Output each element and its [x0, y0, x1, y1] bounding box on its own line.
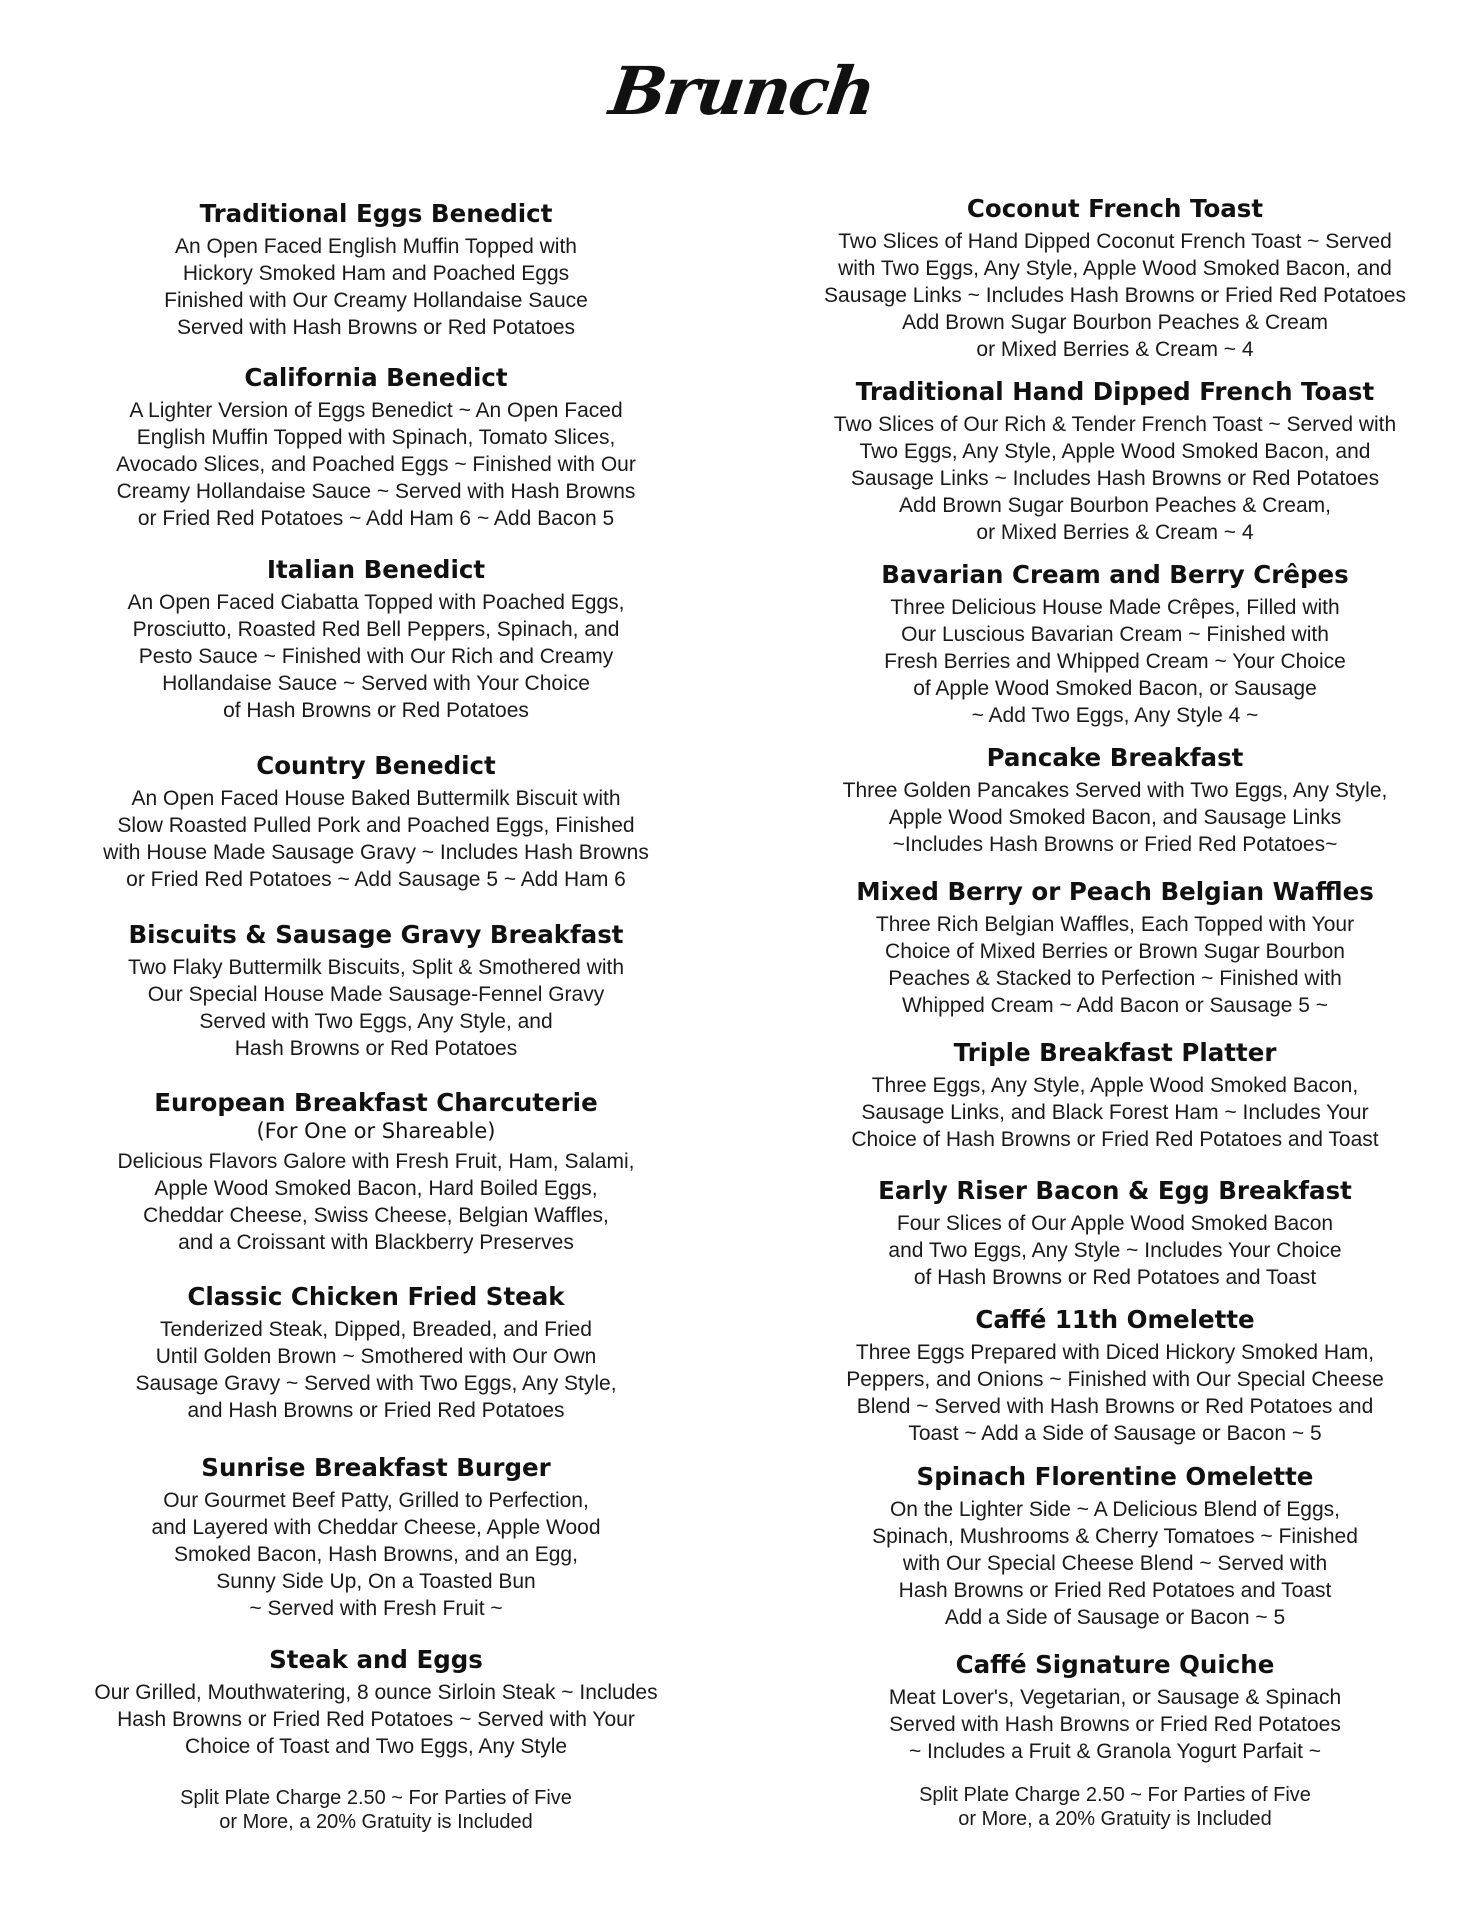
description-line: Three Eggs, Any Style, Apple Wood Smoked Bacon, — [871, 1074, 1359, 1097]
menu-item-name: Sunrise Breakfast Burger — [201, 1453, 551, 1482]
menu-item-description — [810, 1339, 1420, 1447]
description-line: Sausage Gravy ~ Served with Two Eggs, Any Style, — [135, 1372, 617, 1395]
description-line: Three Rich Belgian Waffles, Each Topped with Your — [875, 913, 1355, 936]
description-line: Sausage Links ~ Includes Hash Browns or Red Potatoes — [850, 467, 1380, 490]
menu-item-description — [810, 1684, 1420, 1765]
description-line: Apple Wood Smoked Bacon, and Sausage Links — [888, 806, 1342, 829]
menu-item-description — [70, 954, 682, 1062]
description-line: Prosciutto, Roasted Red Bell Peppers, Spinach, and — [132, 618, 620, 641]
description-line: Choice of Mixed Berries or Brown Sugar Bourbon — [885, 940, 1345, 963]
menu-item — [810, 1461, 1420, 1649]
menu-item-description — [70, 785, 682, 893]
description-line: Spinach, Mushrooms & Cherry Tomatoes ~ Finished — [872, 1525, 1358, 1548]
menu-item-name: Italian Benedict — [266, 555, 486, 584]
description-line: Our Gourmet Beef Patty, Grilled to Perfection, — [163, 1489, 589, 1512]
menu-item-name: Steak and Eggs — [269, 1645, 483, 1674]
menu-item-name: Pancake Breakfast — [986, 743, 1244, 772]
description-line: Two Slices of Our Rich & Tender French Toast ~ Served with — [833, 413, 1397, 436]
menu-item — [810, 1037, 1420, 1175]
menu-item-name: Coconut French Toast — [966, 194, 1264, 223]
description-line: or Mixed Berries & Cream ~ 4 — [976, 338, 1254, 361]
description-line: Four Slices of Our Apple Wood Smoked Bacon — [896, 1212, 1334, 1235]
menu-column-right — [810, 193, 1420, 1831]
menu-item — [810, 193, 1420, 376]
description-line: and Two Eggs, Any Style ~ Includes Your Choice — [888, 1239, 1342, 1262]
menu-item — [70, 919, 682, 1087]
menu-item-name: Early Riser Bacon & Egg Breakfast — [878, 1176, 1352, 1205]
split-plate-note — [810, 1783, 1420, 1831]
footer-line: Split Plate Charge 2.50 ~ For Parties of Five — [180, 1787, 572, 1809]
footer-line: Split Plate Charge 2.50 ~ For Parties of Five — [919, 1784, 1311, 1806]
menu-item-description — [70, 1148, 682, 1256]
description-line: Served with Hash Browns or Fried Red Potatoes — [889, 1713, 1341, 1736]
menu-item — [70, 554, 682, 750]
description-line: Our Grilled, Mouthwatering, 8 ounce Sirloin Steak ~ Includes — [94, 1681, 658, 1704]
menu-item — [810, 1175, 1420, 1304]
description-line: or Mixed Berries & Cream ~ 4 — [976, 521, 1254, 544]
page-title: Brunch — [605, 52, 879, 130]
description-line: Whipped Cream ~ Add Bacon or Sausage 5 ~ — [901, 994, 1329, 1017]
description-line: An Open Faced Ciabatta Topped with Poached Eggs, — [127, 591, 625, 614]
description-line: of Hash Browns or Red Potatoes and Toast — [913, 1266, 1317, 1289]
menu-item-name: California Benedict — [244, 363, 508, 392]
description-line: Meat Lover's, Vegetarian, or Sausage & Spinach — [888, 1686, 1342, 1709]
description-line: ~ Includes a Fruit & Granola Yogurt Parfait ~ — [908, 1740, 1322, 1763]
menu-item-name: Spinach Florentine Omelette — [916, 1462, 1314, 1491]
description-line: Two Flaky Buttermilk Biscuits, Split & Smothered with — [128, 956, 624, 979]
description-line: with Two Eggs, Any Style, Apple Wood Smoked Bacon, and — [838, 257, 1392, 280]
menu-item-description — [70, 589, 682, 724]
menu-item-note: (For One or Shareable) — [256, 1119, 496, 1143]
description-line: or Fried Red Potatoes ~ Add Ham 6 ~ Add Bacon 5 — [137, 507, 615, 530]
menu-item-description — [810, 228, 1420, 363]
description-line: Two Eggs, Any Style, Apple Wood Smoked Bacon, and — [859, 440, 1371, 463]
description-line: Hash Browns or Fried Red Potatoes ~ Served with Your — [117, 1708, 635, 1731]
menu-item-description — [70, 397, 682, 532]
description-line: Add a Side of Sausage or Bacon ~ 5 — [944, 1606, 1286, 1629]
description-line: Our Luscious Bavarian Cream ~ Finished with — [901, 623, 1329, 646]
description-line: Finished with Our Creamy Hollandaise Sauce — [164, 289, 588, 312]
menu-item-description — [810, 777, 1420, 858]
menu-item-description — [70, 1316, 682, 1424]
description-line: Sunny Side Up, On a Toasted Bun — [216, 1570, 536, 1593]
menu-item-name: Mixed Berry or Peach Belgian Waffles — [856, 877, 1374, 906]
description-line: Smoked Bacon, Hash Browns, and an Egg, — [174, 1543, 578, 1566]
menu-item-name: Country Benedict — [256, 751, 496, 780]
description-line: Our Special House Made Sausage-Fennel Gravy — [147, 983, 605, 1006]
menu-item — [810, 876, 1420, 1037]
description-line: and Layered with Cheddar Cheese, Apple Wood — [151, 1516, 601, 1539]
description-line: An Open Faced English Muffin Topped with — [175, 235, 577, 258]
description-line: Pesto Sauce ~ Finished with Our Rich and Creamy — [138, 645, 614, 668]
description-line: Hash Browns or Red Potatoes — [234, 1037, 518, 1060]
description-line: and Hash Browns or Fried Red Potatoes — [187, 1399, 565, 1422]
description-line: Hash Browns or Fried Red Potatoes and Toast — [898, 1579, 1332, 1602]
menu-item-name: Caffé 11th Omelette — [975, 1305, 1255, 1334]
description-line: Served with Hash Browns or Red Potatoes — [176, 316, 576, 339]
menu-item — [70, 1281, 682, 1452]
description-line: Three Golden Pancakes Served with Two Eggs, Any Style, — [842, 779, 1388, 802]
menu-item-description — [810, 1496, 1420, 1631]
description-line: ~ Served with Fresh Fruit ~ — [249, 1597, 503, 1620]
menu-item-name: Traditional Hand Dipped French Toast — [855, 377, 1375, 406]
description-line: Sausage Links ~ Includes Hash Browns or Fried Red Potatoes — [824, 284, 1406, 307]
menu-item — [70, 198, 682, 362]
description-line: English Muffin Topped with Spinach, Tomato Slices, — [136, 426, 616, 449]
menu-item-name: Caffé Signature Quiche — [955, 1650, 1275, 1679]
description-line: Three Delicious House Made Crêpes, Filled with — [890, 596, 1340, 619]
description-line: Cheddar Cheese, Swiss Cheese, Belgian Waffles, — [143, 1204, 609, 1227]
description-line: Hickory Smoked Ham and Poached Eggs — [182, 262, 570, 285]
menu-item-name: Bavarian Cream and Berry Crêpes — [881, 560, 1349, 589]
menu-item — [810, 376, 1420, 559]
menu-item-description — [810, 594, 1420, 729]
description-line: An Open Faced House Baked Buttermilk Biscuit with — [131, 787, 621, 810]
description-line: Hollandaise Sauce ~ Served with Your Choice — [162, 672, 590, 695]
footer-line: or More, a 20% Gratuity is Included — [219, 1811, 533, 1833]
description-line: or Fried Red Potatoes ~ Add Sausage 5 ~ Add Ham 6 — [126, 868, 626, 891]
split-plate-note — [70, 1786, 682, 1834]
description-line: Slow Roasted Pulled Pork and Poached Eggs, Finished — [117, 814, 635, 837]
description-line: Add Brown Sugar Bourbon Peaches & Cream, — [899, 494, 1331, 517]
menu-item-description — [810, 1072, 1420, 1153]
menu-item — [810, 1304, 1420, 1461]
description-line: with Our Special Cheese Blend ~ Served with — [902, 1552, 1328, 1575]
description-line: ~Includes Hash Browns or Fried Red Potatoes~ — [892, 833, 1338, 856]
menu-item-description — [70, 1679, 682, 1760]
menu-item-description — [810, 1210, 1420, 1291]
description-line: ~ Add Two Eggs, Any Style 4 ~ — [971, 704, 1259, 727]
menu-item — [70, 750, 682, 919]
footer-line: or More, a 20% Gratuity is Included — [958, 1808, 1272, 1830]
description-line: Choice of Hash Browns or Fried Red Potatoes and Toast — [851, 1128, 1379, 1151]
description-line: Three Eggs Prepared with Diced Hickory Smoked Ham, — [855, 1341, 1375, 1364]
description-line: Delicious Flavors Galore with Fresh Fruit, Ham, Salami, — [117, 1150, 635, 1173]
menu-item-name: European Breakfast Charcuterie — [154, 1088, 598, 1117]
menu-item — [70, 1452, 682, 1644]
menu-item-description — [810, 911, 1420, 1019]
menu-item-description — [70, 233, 682, 341]
menu-item-name: Triple Breakfast Platter — [953, 1038, 1277, 1067]
menu-item — [810, 559, 1420, 742]
description-line: Toast ~ Add a Side of Sausage or Bacon ~ 5 — [908, 1422, 1322, 1445]
menu-item-description — [810, 411, 1420, 546]
description-line: Creamy Hollandaise Sauce ~ Served with Hash Browns — [116, 480, 636, 503]
description-line: Sausage Links, and Black Forest Ham ~ Includes Your — [861, 1101, 1369, 1124]
description-line: of Apple Wood Smoked Bacon, or Sausage — [913, 677, 1317, 700]
description-line: Peppers, and Onions ~ Finished with Our Special Cheese — [846, 1368, 1384, 1391]
description-line: A Lighter Version of Eggs Benedict ~ An Open Faced — [129, 399, 623, 422]
description-line: On the Lighter Side ~ A Delicious Blend of Eggs, — [889, 1498, 1341, 1521]
menu-item — [810, 742, 1420, 876]
menu-item — [70, 1087, 682, 1281]
description-line: Apple Wood Smoked Bacon, Hard Boiled Eggs, — [154, 1177, 598, 1200]
menu-column-left — [70, 198, 682, 1834]
menu-item — [70, 1644, 682, 1786]
description-line: Until Golden Brown ~ Smothered with Our Own — [155, 1345, 597, 1368]
menu-item-name: Traditional Eggs Benedict — [199, 199, 553, 228]
menu-item-name: Biscuits & Sausage Gravy Breakfast — [128, 920, 624, 949]
description-line: Peaches & Stacked to Perfection ~ Finished with — [888, 967, 1342, 990]
description-line: with House Made Sausage Gravy ~ Includes Hash Browns — [103, 841, 649, 864]
description-line: and a Croissant with Blackberry Preserves — [178, 1231, 574, 1254]
description-line: Choice of Toast and Two Eggs, Any Style — [184, 1735, 568, 1758]
description-line: Add Brown Sugar Bourbon Peaches & Cream — [901, 311, 1329, 334]
description-line: Served with Two Eggs, Any Style, and — [199, 1010, 553, 1033]
description-line: Blend ~ Served with Hash Browns or Red Potatoes and — [856, 1395, 1374, 1418]
menu-item-description — [70, 1487, 682, 1622]
menu-item-name: Classic Chicken Fried Steak — [187, 1282, 565, 1311]
description-line: Tenderized Steak, Dipped, Breaded, and Fried — [160, 1318, 592, 1341]
menu-item — [70, 362, 682, 554]
menu-item — [810, 1649, 1420, 1783]
description-line: Avocado Slices, and Poached Eggs ~ Finished with Our — [116, 453, 636, 476]
description-line: of Hash Browns or Red Potatoes — [223, 699, 529, 722]
description-line: Two Slices of Hand Dipped Coconut French Toast ~ Served — [838, 230, 1392, 253]
description-line: Fresh Berries and Whipped Cream ~ Your Choice — [884, 650, 1346, 673]
